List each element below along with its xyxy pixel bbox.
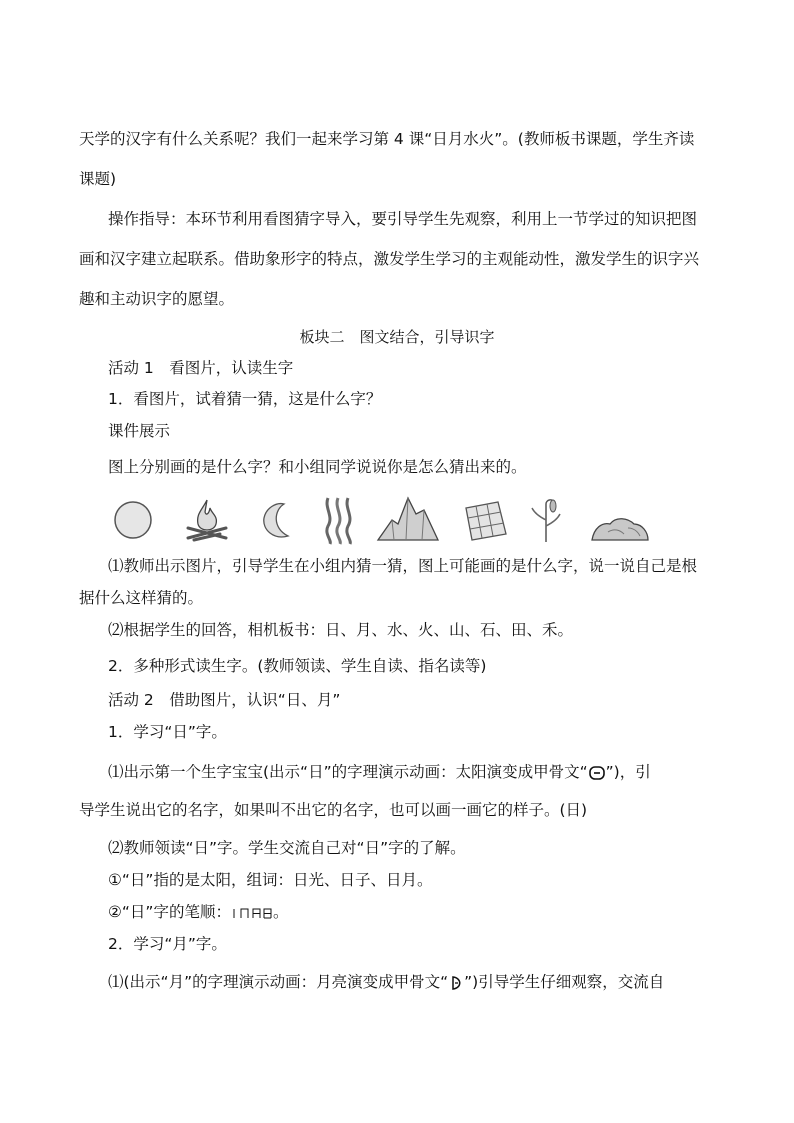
ri-paragraph-1a xyxy=(108,762,651,782)
ri-item-1: ①“日”指的是太阳，组词：日光、日子、日月。 xyxy=(108,871,433,889)
guidance-line: 趣和主动识字的愿望。 xyxy=(79,290,235,308)
step-2: 2．多种形式读生字。(教师领读、学生自读、指名读等) xyxy=(108,657,487,675)
ri-stroke-label: ②“日”字的笔顺： xyxy=(108,903,231,921)
activity2-title: 活动 2 借助图片，认识“日、月” xyxy=(108,691,341,709)
picture-strip xyxy=(108,494,668,550)
guidance-line: 操作指导：本环节利用看图猜字导入，要引导学生先观察，利用上一节学过的知识把图 xyxy=(108,210,698,228)
ri-stroke-end: 。 xyxy=(272,903,289,921)
moon-icon xyxy=(254,494,308,546)
mountain-icon xyxy=(376,494,440,546)
courseware-label: 课件展示 xyxy=(108,422,171,440)
ri-paragraph-1b: 导学生说出它的名字，如果叫不出它的名字，也可以画一画它的样子。(日) xyxy=(79,801,588,819)
grain-icon xyxy=(520,494,574,546)
paragraph-1a: ⑴教师出示图片，引导学生在小组内猜一猜，图上可能画的是什么字，说一说自己是根 xyxy=(108,557,698,575)
learn-yue-heading: 2．学习“月”字。 xyxy=(108,935,227,953)
fire-icon xyxy=(180,494,234,546)
yue-text-after: ”)引导学生仔细观察，交流自 xyxy=(464,973,665,991)
paragraph-1b: 据什么这样猜的。 xyxy=(79,589,204,607)
ri-text-before: ⑴出示第一个生字宝宝(出示“日”的字理演示动画：太阳演变成甲骨文“ xyxy=(108,763,588,781)
yue-text-before: ⑴(出示“月”的字理演示动画：月亮演变成甲骨文“ xyxy=(108,973,449,991)
oracle-sun-icon xyxy=(588,765,606,781)
paragraph-line: 课题) xyxy=(79,170,117,188)
stroke-order-icon xyxy=(231,906,273,920)
water-icon xyxy=(316,494,370,546)
field-icon xyxy=(458,494,512,546)
ri-text-after: ”)，引 xyxy=(605,763,651,781)
guidance-line: 画和汉字建立起联系。借助象形字的特点，激发学生学习的主观能动性，激发学生的识字兴 xyxy=(79,250,700,268)
question-line: 图上分别画的是什么字？和小组同学说说你是怎么猜出来的。 xyxy=(108,458,527,476)
sun-icon xyxy=(108,494,162,546)
paragraph-line: 天学的汉字有什么关系呢？我们一起来学习第 4 课“日月水火”。(教师板书课题，学生齐读 xyxy=(79,130,695,148)
step-1: 1．看图片，试着猜一猜，这是什么字？ xyxy=(108,390,382,408)
oracle-moon-icon xyxy=(448,975,464,991)
learn-ri-heading: 1．学习“日”字。 xyxy=(108,723,227,741)
section-heading: 板块二 图文结合，引导识字 xyxy=(299,328,495,346)
ri-item-2 xyxy=(108,902,288,922)
rock-icon xyxy=(588,494,652,546)
paragraph-2: ⑵根据学生的回答，相机板书：日、月、水、火、山、石、田、禾。 xyxy=(108,621,574,639)
ri-paragraph-2: ⑵教师领读“日”字。学生交流自己对“日”字的了解。 xyxy=(108,839,466,857)
activity1-title: 活动 1 看图片，认读生字 xyxy=(108,359,294,377)
yue-paragraph-1 xyxy=(108,972,664,992)
